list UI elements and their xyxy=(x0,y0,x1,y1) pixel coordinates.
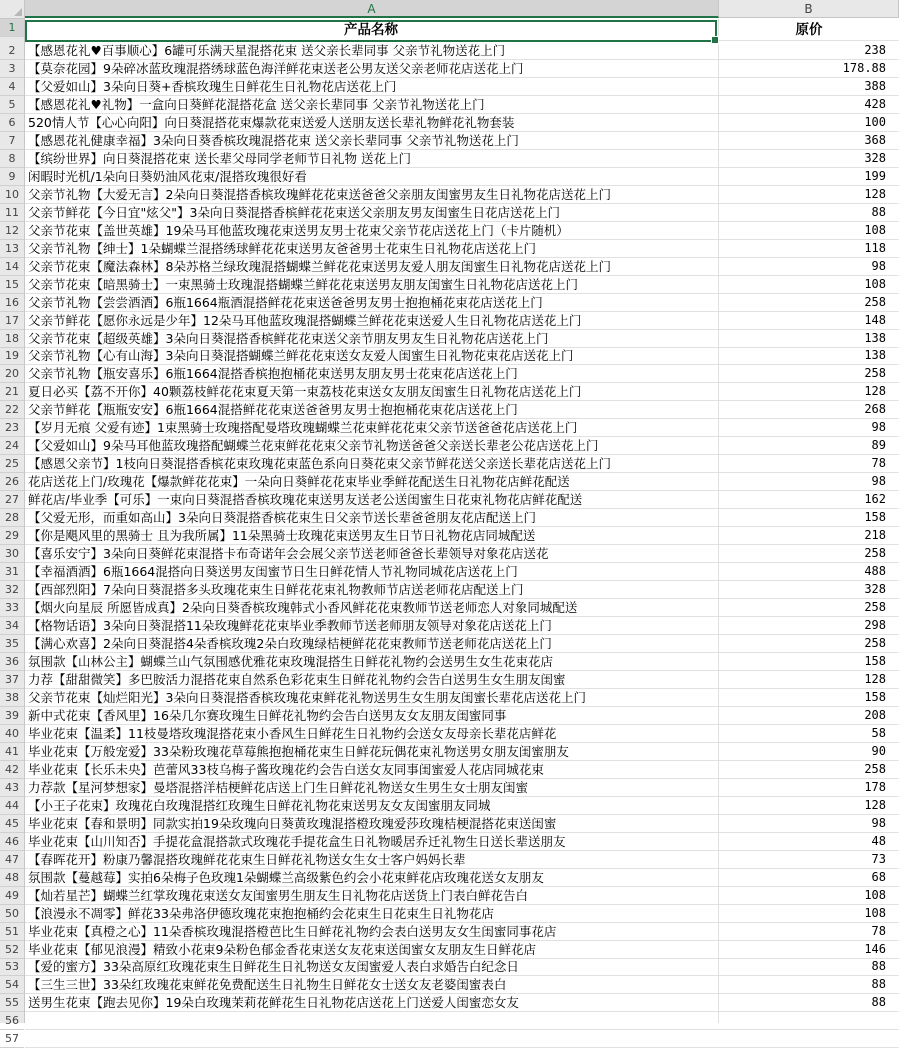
table-row xyxy=(25,689,899,707)
cell-price[interactable]: 258 xyxy=(864,295,886,309)
cell-price[interactable]: 146 xyxy=(864,942,886,956)
table-row xyxy=(25,725,899,743)
cell-product-name[interactable]: 【喜乐安宁】3朵向日葵鲜花束混搭卡布奇诺年会会展父亲节送老师爸爸长辈领导对象花店送花 xyxy=(28,546,549,561)
table-row xyxy=(25,887,899,905)
cell-product-name[interactable]: 毕业花束【万般宠爱】33朵粉玫瑰花草莓熊抱抱桶花束生日鲜花玩偶花束礼物送男女朋友闺蜜朋友 xyxy=(28,744,569,759)
table-row xyxy=(25,132,899,150)
cell-price[interactable]: 88 xyxy=(871,995,886,1009)
cell-price[interactable]: 89 xyxy=(871,438,886,452)
table-row xyxy=(25,797,899,815)
table-row xyxy=(25,42,899,60)
row-number[interactable]: 33 xyxy=(0,599,24,617)
row-number[interactable]: 39 xyxy=(0,707,24,725)
row-number[interactable]: 45 xyxy=(0,815,24,833)
cell-price[interactable]: 78 xyxy=(871,924,886,938)
cell-price[interactable]: 88 xyxy=(871,959,886,973)
cell-price[interactable]: 128 xyxy=(864,187,886,201)
cell-price[interactable]: 178.88 xyxy=(842,61,886,75)
cell-price[interactable]: 208 xyxy=(864,708,886,722)
header-cell-product-name[interactable]: 产品名称 xyxy=(344,22,398,38)
column-header-a[interactable]: A xyxy=(25,0,719,18)
table-row xyxy=(25,815,899,833)
cell-product-name[interactable]: 父亲节花束【超级英雄】3朵向日葵混搭香槟鲜花花束送父亲节朋友男友生日礼物花店送花上门 xyxy=(28,331,549,346)
table-row xyxy=(25,994,899,1012)
table-row xyxy=(25,455,899,473)
cell-product-name[interactable]: 毕业花束【真橙之心】11朵香槟玫瑰混搭橙芭比生日鲜花礼物约会表白送男友女生闺蜜同事花店 xyxy=(28,924,557,939)
cell-product-name[interactable]: 送男生花束【跑去见你】19朵白玫瑰茉莉花鲜花生日礼物花店送花上门送爱人闺蜜恋女友 xyxy=(28,995,519,1010)
row-number[interactable]: 25 xyxy=(0,455,24,473)
cell-product-name[interactable]: 【三生三世】33朵红玫瑰花束鲜花免费配送生日礼物生日鲜花女士送女友老婆闺蜜表白 xyxy=(28,977,507,992)
row-number[interactable]: 28 xyxy=(0,509,24,527)
table-row xyxy=(25,473,899,491)
cell-product-name[interactable]: 【父爱如山】9朵马耳他蓝玫瑰搭配蝴蝶兰花束鲜花花束父亲节礼物送爸爸父亲送长辈老公花店送花上门 xyxy=(28,438,599,453)
cell-product-name[interactable]: 【格物话语】3朵向日葵混搭11朵玫瑰鲜花花束毕业季教师节送老师朋友领导对象花店送花上门 xyxy=(28,618,552,633)
table-row xyxy=(25,204,899,222)
cell-product-name[interactable]: 父亲节鲜花【今日宜"炫父"】3朵向日葵混搭香槟鲜花花束送父亲朋友男友闺蜜生日花店送花上门 xyxy=(28,205,560,220)
table-row xyxy=(25,653,899,671)
table-row xyxy=(25,833,899,851)
row-number[interactable]: 35 xyxy=(0,635,24,653)
cell-product-name[interactable]: 花店送花上门/玫瑰花【爆款鲜花花束】一朵向日葵鲜花花束毕业季鲜花配送生日礼物花店鲜花配送 xyxy=(28,474,570,489)
column-header-b[interactable]: B xyxy=(719,0,899,18)
cell-product-name[interactable]: 【西部烈阳】7朵向日葵混搭多头玫瑰花束生日鲜花花束礼物教师节店送老师花店配送上门 xyxy=(28,582,524,597)
row-number[interactable]: 47 xyxy=(0,851,24,869)
cell-price[interactable]: 98 xyxy=(871,816,886,830)
cell-price[interactable]: 128 xyxy=(864,798,886,812)
row-number[interactable]: 49 xyxy=(0,887,24,905)
cell-product-name[interactable]: 毕业花束【温柔】11枝曼塔玫瑰混搭花束小香风生日鲜花生日礼物约会送女友母亲长辈花店鲜花 xyxy=(28,726,557,741)
cell-price[interactable]: 298 xyxy=(864,618,886,632)
table-row xyxy=(25,330,899,348)
row-number[interactable]: 43 xyxy=(0,779,24,797)
row-number[interactable]: 5 xyxy=(0,96,24,114)
row-number[interactable]: 6 xyxy=(0,114,24,132)
row-number[interactable]: 32 xyxy=(0,581,24,599)
cell-price[interactable]: 368 xyxy=(864,133,886,147)
cell-price[interactable]: 328 xyxy=(864,151,886,165)
row-number[interactable]: 30 xyxy=(0,545,24,563)
table-row xyxy=(25,923,899,941)
cell-product-name[interactable]: 【小王子花束】玫瑰花白玫瑰混搭红玫瑰生日鲜花礼物花束送男友女友闺蜜朋友同城 xyxy=(28,798,491,813)
row-number[interactable]: 42 xyxy=(0,761,24,779)
cell-product-name[interactable]: 【你是飓风里的黑骑士 且为我所属】11朵黑骑士玫瑰花束送男友生日节日礼物花店同城配送 xyxy=(28,528,536,543)
cell-product-name[interactable]: 毕业花束【长乐未央】芭蕾风33枝乌梅子酱玫瑰花约会告白送女友同事闺蜜爱人花店同城花束 xyxy=(28,762,544,777)
table-row xyxy=(25,545,899,563)
cell-price[interactable]: 158 xyxy=(864,654,886,668)
row-number[interactable]: 46 xyxy=(0,833,24,851)
row-number[interactable]: 44 xyxy=(0,797,24,815)
table-row xyxy=(25,707,899,725)
cell-product-name[interactable]: 【感恩花礼健康幸福】3朵向日葵香槟玫瑰混搭花束 送父亲长辈同事 父亲节礼物送花上门 xyxy=(28,133,519,148)
cell-product-name[interactable]: 【莫奈花园】9朵碎冰蓝玫瑰混搭绣球蓝色海洋鲜花束送老公男友送父亲老师花店送花上门 xyxy=(28,61,524,76)
row-number[interactable]: 56 xyxy=(0,1012,24,1030)
cell-product-name[interactable]: 【父爱如山】3朵向日葵+香槟玫瑰生日鲜花生日礼物花店送花上门 xyxy=(28,79,397,94)
table-row xyxy=(25,419,899,437)
cell-price[interactable]: 158 xyxy=(864,510,886,524)
row-number[interactable]: 54 xyxy=(0,976,24,994)
cell-price[interactable]: 73 xyxy=(871,852,886,866)
cell-price[interactable]: 328 xyxy=(864,582,886,596)
cell-product-name[interactable]: 父亲节礼物【大爱无言】2朵向日葵混搭香槟玫瑰鲜花花束送爸爸父亲朋友闺蜜男友生日礼物花店送花上门 xyxy=(28,187,611,202)
cell-product-name[interactable]: 父亲节花束【灿烂阳光】3朵向日葵混搭香槟玫瑰花束鲜花礼物送男生女生朋友闺蜜长辈花店送花上门 xyxy=(28,690,586,705)
cell-product-name[interactable]: 【浪漫永不凋零】鲜花33朵弗洛伊德玫瑰花束抱抱桶约会花束生日花束生日礼物花店 xyxy=(28,906,494,921)
table-row xyxy=(25,491,899,509)
row-number[interactable]: 9 xyxy=(0,168,24,186)
row-number[interactable]: 4 xyxy=(0,78,24,96)
row-number[interactable]: 41 xyxy=(0,743,24,761)
row-number[interactable]: 50 xyxy=(0,905,24,923)
row-number[interactable]: 36 xyxy=(0,653,24,671)
row-number[interactable]: 19 xyxy=(0,347,24,365)
row-number[interactable]: 23 xyxy=(0,419,24,437)
row-number[interactable]: 14 xyxy=(0,258,24,276)
table-row xyxy=(25,869,899,887)
row-number[interactable]: 18 xyxy=(0,330,24,348)
cell-price[interactable]: 68 xyxy=(871,870,886,884)
row-number[interactable]: 7 xyxy=(0,132,24,150)
cell-price[interactable]: 428 xyxy=(864,97,886,111)
cell-price[interactable]: 388 xyxy=(864,79,886,93)
row-number[interactable]: 53 xyxy=(0,958,24,976)
cell-product-name[interactable]: 父亲节礼物【瓶安喜乐】6瓶1664混搭香槟抱抱桶花束送男友朋友男士花束花店送花上门 xyxy=(28,366,518,381)
cell-price[interactable]: 98 xyxy=(871,474,886,488)
row-number[interactable]: 40 xyxy=(0,725,24,743)
cell-price[interactable]: 108 xyxy=(864,906,886,920)
cell-product-name[interactable]: 父亲节礼物【尝尝酒酒】6瓶1664瓶酒混搭鲜花花束送爸爸男友男士抱抱桶花束花店送花上门 xyxy=(28,295,543,310)
table-row xyxy=(25,437,899,455)
cell-product-name[interactable]: 力荐【甜甜微笑】多巴胺活力混搭花束自然系色彩花束生日鲜花礼物约会告白送男生女生朋友闺蜜 xyxy=(28,672,566,687)
row-number[interactable]: 27 xyxy=(0,491,24,509)
row-number[interactable]: 55 xyxy=(0,994,24,1012)
row-number[interactable]: 20 xyxy=(0,365,24,383)
cell-product-name[interactable]: 【幸福酒酒】6瓶1664混搭向日葵送男友闺蜜节日生日鲜花情人节礼物同城花店送花上门 xyxy=(28,564,518,579)
table-row xyxy=(25,779,899,797)
table-row xyxy=(25,276,899,294)
row-number[interactable]: 38 xyxy=(0,689,24,707)
cell-price[interactable]: 258 xyxy=(864,762,886,776)
cell-price[interactable]: 88 xyxy=(871,977,886,991)
cell-product-name[interactable]: 父亲节花束【盖世英雄】19朵马耳他蓝玫瑰花束送男友男士花束父亲节花店送花上门（卡片随机） xyxy=(28,223,569,238)
cell-product-name[interactable]: 氛围款【山林公主】蝴蝶兰山气氛围感优雅花束玫瑰混搭生日鲜花礼物约会送男生女生花束花店 xyxy=(28,654,554,669)
table-row xyxy=(25,761,899,779)
cell-price[interactable]: 98 xyxy=(871,259,886,273)
cell-price[interactable]: 488 xyxy=(864,564,886,578)
cell-product-name[interactable]: 【春晖花开】粉康乃馨混搭玫瑰鲜花花束生日鲜花礼物送女生女士客户妈妈长辈 xyxy=(28,852,466,867)
select-all-corner[interactable] xyxy=(0,0,25,19)
cell-price[interactable]: 58 xyxy=(871,726,886,740)
cell-product-name[interactable]: 【缤纷世界】向日葵混搭花束 送长辈父母同学老师节日礼物 送花上门 xyxy=(28,151,411,166)
table-row xyxy=(25,312,899,330)
cell-product-name[interactable]: 力荐款【星河梦想家】曼塔混搭洋桔梗鲜花店送上门生日鲜花礼物送女生男生女士朋友闺蜜 xyxy=(28,780,529,795)
cell-price[interactable]: 108 xyxy=(864,888,886,902)
cell-product-name[interactable]: 【烟火向星辰 所愿皆成真】2朵向日葵香槟玫瑰韩式小香风鲜花花束教师节送老师恋人对象同城配送 xyxy=(28,600,578,615)
table-row xyxy=(25,347,899,365)
cell-price[interactable]: 138 xyxy=(864,348,886,362)
table-row xyxy=(25,258,899,276)
cell-product-name[interactable]: 父亲节鲜花【愿你永远是少年】12朵马耳他蓝玫瑰混搭蝴蝶兰鲜花花束送爱人生日礼物花店送花上门 xyxy=(28,313,582,328)
table-row xyxy=(25,563,899,581)
row-number[interactable]: 29 xyxy=(0,527,24,545)
cell-price[interactable]: 238 xyxy=(864,43,886,57)
cell-price[interactable]: 108 xyxy=(864,223,886,237)
row-number[interactable]: 24 xyxy=(0,437,24,455)
row-number[interactable]: 15 xyxy=(0,276,24,294)
table-row xyxy=(25,905,899,923)
cell-product-name[interactable]: 毕业花束【春和景明】同款实拍19朵玫瑰向日葵黄玫瑰混搭橙玫瑰爱莎玫瑰桔梗混搭花束送闺蜜 xyxy=(28,816,557,831)
table-row xyxy=(25,78,899,96)
row-number[interactable]: 48 xyxy=(0,869,24,887)
table-row xyxy=(25,365,899,383)
cell-product-name[interactable]: 闲暇时光机/1朵向日葵奶油风花束/混搭玫瑰很好看 xyxy=(28,169,307,184)
cell-price[interactable]: 98 xyxy=(871,420,886,434)
row-number[interactable]: 17 xyxy=(0,312,24,330)
table-row xyxy=(25,96,899,114)
table-row xyxy=(25,114,899,132)
cell-price[interactable]: 268 xyxy=(864,402,886,416)
cell-product-name[interactable]: 【父爱无形，而重如高山】3朵向日葵混搭香槟花束生日父亲节送长辈爸爸朋友花店配送上门 xyxy=(28,510,536,525)
cell-price[interactable]: 218 xyxy=(864,528,886,542)
table-row xyxy=(25,509,899,527)
row-number[interactable]: 37 xyxy=(0,671,24,689)
cell-price[interactable]: 90 xyxy=(871,744,886,758)
cell-price[interactable]: 158 xyxy=(864,690,886,704)
table-row xyxy=(25,958,899,976)
cell-price[interactable]: 88 xyxy=(871,205,886,219)
row-number[interactable]: 21 xyxy=(0,383,24,401)
row-number[interactable]: 10 xyxy=(0,186,24,204)
table-row xyxy=(25,186,899,204)
table-row xyxy=(25,222,899,240)
row-number[interactable]: 2 xyxy=(0,42,24,60)
table-row xyxy=(25,383,899,401)
cell-price[interactable]: 138 xyxy=(864,331,886,345)
cell-product-name[interactable]: 【感恩花礼♥百事顺心】6罐可乐满天星混搭花束 送父亲长辈同事 父亲节礼物送花上门 xyxy=(28,43,506,58)
row-number[interactable]: 52 xyxy=(0,941,24,959)
table-row xyxy=(25,1012,899,1030)
cell-product-name[interactable]: 父亲节花束【魔法森林】8朵苏格兰绿玫瑰混搭蝴蝶兰鲜花花束送男友爱人朋友闺蜜生日礼物花店送花上门 xyxy=(28,259,611,274)
cell-price[interactable]: 108 xyxy=(864,277,886,291)
row-number[interactable]: 57 xyxy=(0,1030,24,1048)
table-row xyxy=(25,599,899,617)
cell-price[interactable]: 258 xyxy=(864,366,886,380)
corner-triangle-icon xyxy=(14,8,22,16)
cell-price[interactable]: 178 xyxy=(864,780,886,794)
cell-price[interactable]: 48 xyxy=(871,834,886,848)
cell-product-name[interactable]: 夏日必买【荔不开你】40颗荔枝鲜花花束夏天第一束荔枝花束送女友朋友闺蜜生日礼物花店送花上门 xyxy=(28,384,582,399)
cell-product-name[interactable]: 父亲节礼物【绅士】1朵蝴蝶兰混搭绣球鲜花花束送男友爸爸男士花束生日礼物花店送花上门 xyxy=(28,241,536,256)
cell-product-name[interactable]: 【灿若星芒】蝴蝶兰红掌玫瑰花束送女友闺蜜男生朋友生日礼物花店送货上门表白鲜花告白 xyxy=(28,888,529,903)
cell-product-name[interactable]: 父亲节礼物【心有山海】3朵向日葵混搭蝴蝶兰鲜花花束送女友爱人闺蜜生日礼物花束花店送花上门 xyxy=(28,348,574,363)
cell-price[interactable]: 128 xyxy=(864,672,886,686)
row-number[interactable]: 3 xyxy=(0,60,24,78)
cell-product-name[interactable]: 鲜花店/毕业季【可乐】一束向日葵混搭香槟玫瑰花束送男友送老公送闺蜜生日花束礼物花店鲜花配送 xyxy=(28,492,583,507)
row-number[interactable]: 31 xyxy=(0,563,24,581)
cell-product-name[interactable]: 毕业花束【山川知否】手提花盒混搭款式玫瑰花手提花盒生日礼物暖居乔迁礼物生日送长辈送朋友 xyxy=(28,834,566,849)
cell-product-name[interactable]: 毕业花束【郁见浪漫】精致小花束9朵粉色郁金香花束送女友花束送闺蜜女友朋友生日鲜花店 xyxy=(28,942,536,957)
cell-product-name[interactable]: 【岁月无痕 父爱有迹】1束黑骑士玫瑰搭配曼塔玫瑰蝴蝶兰花束鲜花花束父亲节送爸爸花店送花上门 xyxy=(28,420,578,435)
row-number[interactable]: 51 xyxy=(0,923,24,941)
table-row xyxy=(25,168,899,186)
row-number[interactable]: 34 xyxy=(0,617,24,635)
cell-price[interactable]: 100 xyxy=(864,115,886,129)
cell-product-name[interactable]: 父亲节花束【暗黑骑士】一束黑骑士玫瑰混搭蝴蝶兰鲜花花束送男友朋友闺蜜生日礼物花店送花上门 xyxy=(28,277,579,292)
cell-price[interactable]: 162 xyxy=(864,492,886,506)
cell-product-name[interactable]: 氛围款【蔓越莓】实拍6朵梅子色玫瑰1朵蝴蝶兰高级紫色约会小花束鲜花店玫瑰花送女友朋友 xyxy=(28,870,544,885)
table-row xyxy=(25,617,899,635)
table-row xyxy=(25,294,899,312)
table-row xyxy=(25,401,899,419)
row-number[interactable]: 22 xyxy=(0,401,24,419)
cell-product-name[interactable]: 【感恩父亲节】1枝向日葵混搭香槟花束玫瑰花束蓝色系向日葵花束父亲节鲜花送父亲送长辈花店送花上门 xyxy=(28,456,611,471)
table-row xyxy=(25,150,899,168)
cell-price[interactable]: 258 xyxy=(864,546,886,560)
cell-price[interactable]: 78 xyxy=(871,456,886,470)
row-number[interactable]: 8 xyxy=(0,150,24,168)
cell-price[interactable]: 148 xyxy=(864,313,886,327)
table-row xyxy=(25,743,899,761)
cell-product-name[interactable]: 【感恩花礼♥礼物】一盒向日葵鲜花混搭花盒 送父亲长辈同事 父亲节礼物送花上门 xyxy=(28,97,485,112)
row-number[interactable]: 26 xyxy=(0,473,24,491)
table-row xyxy=(25,635,899,653)
row-number[interactable]: 13 xyxy=(0,240,24,258)
table-row xyxy=(25,671,899,689)
cell-price[interactable]: 199 xyxy=(864,169,886,183)
table-row xyxy=(25,976,899,994)
row-number[interactable]: 16 xyxy=(0,294,24,312)
cell-product-name[interactable]: 【满心欢喜】2朵向日葵混搭4朵香槟玫瑰2朵白玫瑰绿桔梗鲜花花束教师节送老师花店送花上门 xyxy=(28,636,552,651)
row-number[interactable]: 11 xyxy=(0,204,24,222)
table-row xyxy=(25,851,899,869)
header-cell-price[interactable]: 原价 xyxy=(795,22,823,38)
header-row xyxy=(25,19,899,41)
cell-product-name[interactable]: 新中式花束【香风里】16朵几尔赛玫瑰生日鲜花礼物约会告白送男友女友朋友闺蜜同事 xyxy=(28,708,507,723)
cell-product-name[interactable]: 【爱的蜜方】33朵高原红玫瑰花束生日鲜花生日礼物送女友闺蜜爱人表白求婚告白纪念日 xyxy=(28,959,519,974)
cell-price[interactable]: 258 xyxy=(864,600,886,614)
cell-price[interactable]: 128 xyxy=(864,384,886,398)
table-row xyxy=(25,581,899,599)
cell-product-name[interactable]: 父亲节鲜花【瓶瓶安安】6瓶1664混搭鲜花花束送爸爸男友男士抱抱桶花束花店送花上门 xyxy=(28,402,518,417)
table-row xyxy=(25,1030,899,1048)
row-number-1[interactable]: 1 xyxy=(0,19,24,37)
table-row xyxy=(25,240,899,258)
table-row xyxy=(25,60,899,78)
cell-price[interactable]: 258 xyxy=(864,636,886,650)
row-number[interactable]: 12 xyxy=(0,222,24,240)
cell-product-name[interactable]: 520情人节【心心向阳】向日葵混搭花束爆款花束送爱人送朋友送长辈礼物鲜花礼物套装 xyxy=(28,115,515,130)
table-row xyxy=(25,941,899,959)
table-row xyxy=(25,527,899,545)
cell-price[interactable]: 118 xyxy=(864,241,886,255)
